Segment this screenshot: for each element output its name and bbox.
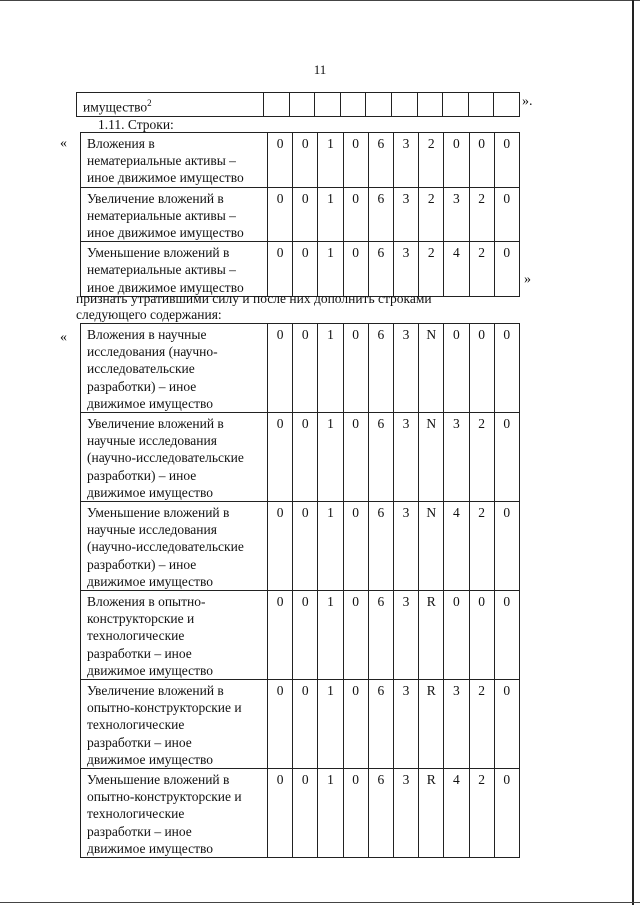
code-digit-cell: 0 <box>293 680 318 769</box>
code-digit-cell: R <box>419 680 444 769</box>
code-digit-cell: 6 <box>368 133 393 188</box>
row-label-line: технологические <box>87 806 185 822</box>
code-digit-cell: 0 <box>293 324 318 413</box>
code-digit-cell: 0 <box>444 324 469 413</box>
code-digit-cell: 0 <box>494 133 519 188</box>
section-heading: 1.11. Строки: <box>98 117 174 132</box>
code-digit-cell: 6 <box>368 242 393 297</box>
row-label-line: разработки) – иное <box>87 467 197 483</box>
code-digit-cell: 3 <box>444 413 469 502</box>
code-digit-cell: 6 <box>368 324 393 413</box>
table-row <box>81 324 520 413</box>
closing-quote-dot: ». <box>522 94 533 109</box>
row-label-line: разработки) – иное <box>87 556 197 572</box>
code-digit-cell: 0 <box>293 133 318 188</box>
page-number: 11 <box>313 62 327 77</box>
row-label <box>81 133 268 188</box>
code-cell <box>468 93 494 117</box>
code-digit-cell: 0 <box>444 133 469 188</box>
row-label-line: Уменьшение вложений в <box>87 772 230 788</box>
code-digit-cell: 0 <box>293 187 318 242</box>
old-rows-table <box>80 132 520 297</box>
code-digit-cell: 3 <box>393 769 418 858</box>
code-digit-cell: 2 <box>469 680 494 769</box>
code-digit-cell: 0 <box>268 242 293 297</box>
row-label-line: движимое имущество <box>87 573 214 589</box>
code-digit-cell: 2 <box>469 413 494 502</box>
row-label-line: разработки – иное <box>87 823 192 839</box>
code-digit-cell: 1 <box>318 680 343 769</box>
code-digit-cell: 0 <box>469 591 494 680</box>
code-digit-cell: 0 <box>494 324 519 413</box>
code-digit-cell: 0 <box>343 591 368 680</box>
code-digit-cell: 6 <box>368 591 393 680</box>
row-label-line: иное движимое имущество <box>87 225 244 241</box>
row-label <box>81 591 268 680</box>
row-label-line: иное движимое имущество <box>87 279 244 295</box>
row-label-line: конструкторские и <box>87 611 195 627</box>
code-digit-cell: 3 <box>444 187 469 242</box>
code-digit-cell: 0 <box>343 413 368 502</box>
row-label-line: научные исследования <box>87 522 217 538</box>
code-digit-cell: 3 <box>393 502 418 591</box>
repeal-text-line-1: признать утратившими силу и после них дополнить строками <box>76 291 432 306</box>
opening-quote-old: « <box>60 136 67 151</box>
row-label <box>77 93 264 117</box>
opening-quote-new: « <box>60 330 67 345</box>
footnote-marker: 2 <box>147 98 152 108</box>
row-label-line: технологические <box>87 628 185 644</box>
code-digit-cell: 4 <box>444 242 469 297</box>
code-digit-cell: 2 <box>419 242 444 297</box>
row-label-line: опытно-конструкторские и <box>87 789 242 805</box>
code-digit-cell: 0 <box>494 680 519 769</box>
code-digit-cell: 1 <box>318 591 343 680</box>
code-digit-cell: 0 <box>343 187 368 242</box>
code-digit-cell: 6 <box>368 187 393 242</box>
code-cell <box>417 93 443 117</box>
table-row <box>81 769 520 858</box>
row-label-line: Уменьшение вложений в <box>87 505 230 521</box>
table-row <box>81 187 520 242</box>
code-digit-cell: 0 <box>494 187 519 242</box>
code-digit-cell: 2 <box>469 187 494 242</box>
row-label-line: Увеличение вложений в <box>87 683 224 699</box>
row-label-line: технологические <box>87 717 185 733</box>
code-digit-cell: 0 <box>343 502 368 591</box>
table-row <box>77 93 520 117</box>
code-digit-cell: 0 <box>444 591 469 680</box>
page-right-edge <box>632 0 634 905</box>
code-digit-cell: 0 <box>293 413 318 502</box>
new-rows-table <box>80 323 520 858</box>
code-digit-cell: 0 <box>268 502 293 591</box>
code-cell <box>366 93 392 117</box>
row-label <box>81 413 268 502</box>
row-label-line: нематериальные активы – <box>87 262 236 278</box>
row-label-line: движимое имущество <box>87 751 214 767</box>
code-digit-cell: N <box>419 502 444 591</box>
code-cell <box>289 93 315 117</box>
row-label <box>81 187 268 242</box>
row-label-line: Вложения в опытно- <box>87 594 206 610</box>
row-label <box>81 324 268 413</box>
closing-quote-old: » <box>524 272 531 287</box>
row-label-line: иное движимое имущество <box>87 170 244 186</box>
code-digit-cell: 2 <box>419 187 444 242</box>
page-top-edge <box>0 0 640 1</box>
code-digit-cell: 1 <box>318 769 343 858</box>
code-digit-cell: 0 <box>494 413 519 502</box>
table-row <box>81 680 520 769</box>
code-digit-cell: 0 <box>343 680 368 769</box>
code-digit-cell: 2 <box>469 769 494 858</box>
code-digit-cell: 3 <box>393 242 418 297</box>
row-label-text: имущество <box>83 99 148 115</box>
row-label-line: нематериальные активы – <box>87 153 236 169</box>
code-digit-cell: 0 <box>469 133 494 188</box>
code-cell <box>391 93 417 117</box>
code-digit-cell: 6 <box>368 769 393 858</box>
code-digit-cell: 6 <box>368 502 393 591</box>
row-label-line: разработки – иное <box>87 734 192 750</box>
code-digit-cell: 0 <box>293 591 318 680</box>
code-digit-cell: 0 <box>469 324 494 413</box>
code-digit-cell: 4 <box>444 502 469 591</box>
code-digit-cell: 3 <box>393 680 418 769</box>
code-digit-cell: R <box>419 591 444 680</box>
row-label-line: Вложения в научные <box>87 327 207 342</box>
code-digit-cell: 0 <box>293 242 318 297</box>
row-label-line: (научно-исследовательские <box>87 450 244 466</box>
code-digit-cell: 0 <box>494 242 519 297</box>
table-row <box>81 133 520 188</box>
code-digit-cell: 1 <box>318 502 343 591</box>
row-label <box>81 242 268 297</box>
code-cell <box>443 93 469 117</box>
code-digit-cell: 0 <box>343 133 368 188</box>
repeal-text-line-2: следующего содержания: <box>76 307 222 322</box>
row-label-line: (научно-исследовательские <box>87 539 244 555</box>
code-digit-cell: 3 <box>393 133 418 188</box>
code-digit-cell: 0 <box>494 769 519 858</box>
code-digit-cell: 1 <box>318 133 343 188</box>
row-label <box>81 502 268 591</box>
code-digit-cell: N <box>419 324 444 413</box>
code-digit-cell: 0 <box>268 324 293 413</box>
code-digit-cell: R <box>419 769 444 858</box>
table-row <box>81 413 520 502</box>
code-digit-cell: 2 <box>419 133 444 188</box>
code-digit-cell: 1 <box>318 242 343 297</box>
row-label-line: движимое имущество <box>87 395 214 411</box>
row-label-line: нематериальные активы – <box>87 207 236 223</box>
row-label-line: научные исследования <box>87 433 217 449</box>
code-digit-cell: 6 <box>368 680 393 769</box>
code-digit-cell: 0 <box>268 591 293 680</box>
code-digit-cell: 1 <box>318 187 343 242</box>
row-label-line: движимое имущество <box>87 662 214 678</box>
code-digit-cell: 0 <box>293 769 318 858</box>
table-row <box>81 242 520 297</box>
row-label-line: движимое имущество <box>87 840 214 856</box>
code-digit-cell: 0 <box>343 242 368 297</box>
row-label <box>81 680 268 769</box>
row-label <box>81 769 268 858</box>
table-row <box>81 591 520 680</box>
code-digit-cell: 1 <box>318 324 343 413</box>
code-digit-cell: 0 <box>494 591 519 680</box>
row-label-line: разработки – иное <box>87 645 192 661</box>
code-digit-cell: 6 <box>368 413 393 502</box>
code-cell <box>315 93 341 117</box>
code-digit-cell: 1 <box>318 413 343 502</box>
code-digit-cell: 0 <box>293 502 318 591</box>
row-label-line: Увеличение вложений в <box>87 416 224 432</box>
code-cell <box>340 93 366 117</box>
code-digit-cell: 0 <box>343 769 368 858</box>
code-digit-cell: 3 <box>444 680 469 769</box>
code-digit-cell: 4 <box>444 769 469 858</box>
code-digit-cell: 2 <box>469 502 494 591</box>
code-digit-cell: 3 <box>393 413 418 502</box>
code-digit-cell: 0 <box>343 324 368 413</box>
row-label-line: Увеличение вложений в <box>87 190 224 206</box>
code-digit-cell: 3 <box>393 324 418 413</box>
code-digit-cell: 0 <box>268 133 293 188</box>
code-digit-cell: 0 <box>268 187 293 242</box>
row-label-line: движимое имущество <box>87 484 214 500</box>
row-label-line: исследовательские <box>87 361 195 377</box>
row-label-line: Уменьшение вложений в <box>87 245 230 261</box>
code-digit-cell: 2 <box>469 242 494 297</box>
code-cell <box>494 93 520 117</box>
code-digit-cell: 3 <box>393 187 418 242</box>
code-digit-cell: 0 <box>268 680 293 769</box>
row-label-line: Вложения в <box>87 136 155 151</box>
row-label-line: разработки) – иное <box>87 378 197 394</box>
code-digit-cell: 0 <box>494 502 519 591</box>
row-label-line: исследования (научно- <box>87 344 218 360</box>
code-digit-cell: 0 <box>268 769 293 858</box>
code-cell <box>264 93 290 117</box>
row-label-line: опытно-конструкторские и <box>87 700 242 716</box>
code-digit-cell: N <box>419 413 444 502</box>
code-digit-cell: 0 <box>268 413 293 502</box>
code-digit-cell: 3 <box>393 591 418 680</box>
table-row <box>81 502 520 591</box>
page-bottom-edge <box>0 902 640 903</box>
first-row-table <box>76 92 520 117</box>
